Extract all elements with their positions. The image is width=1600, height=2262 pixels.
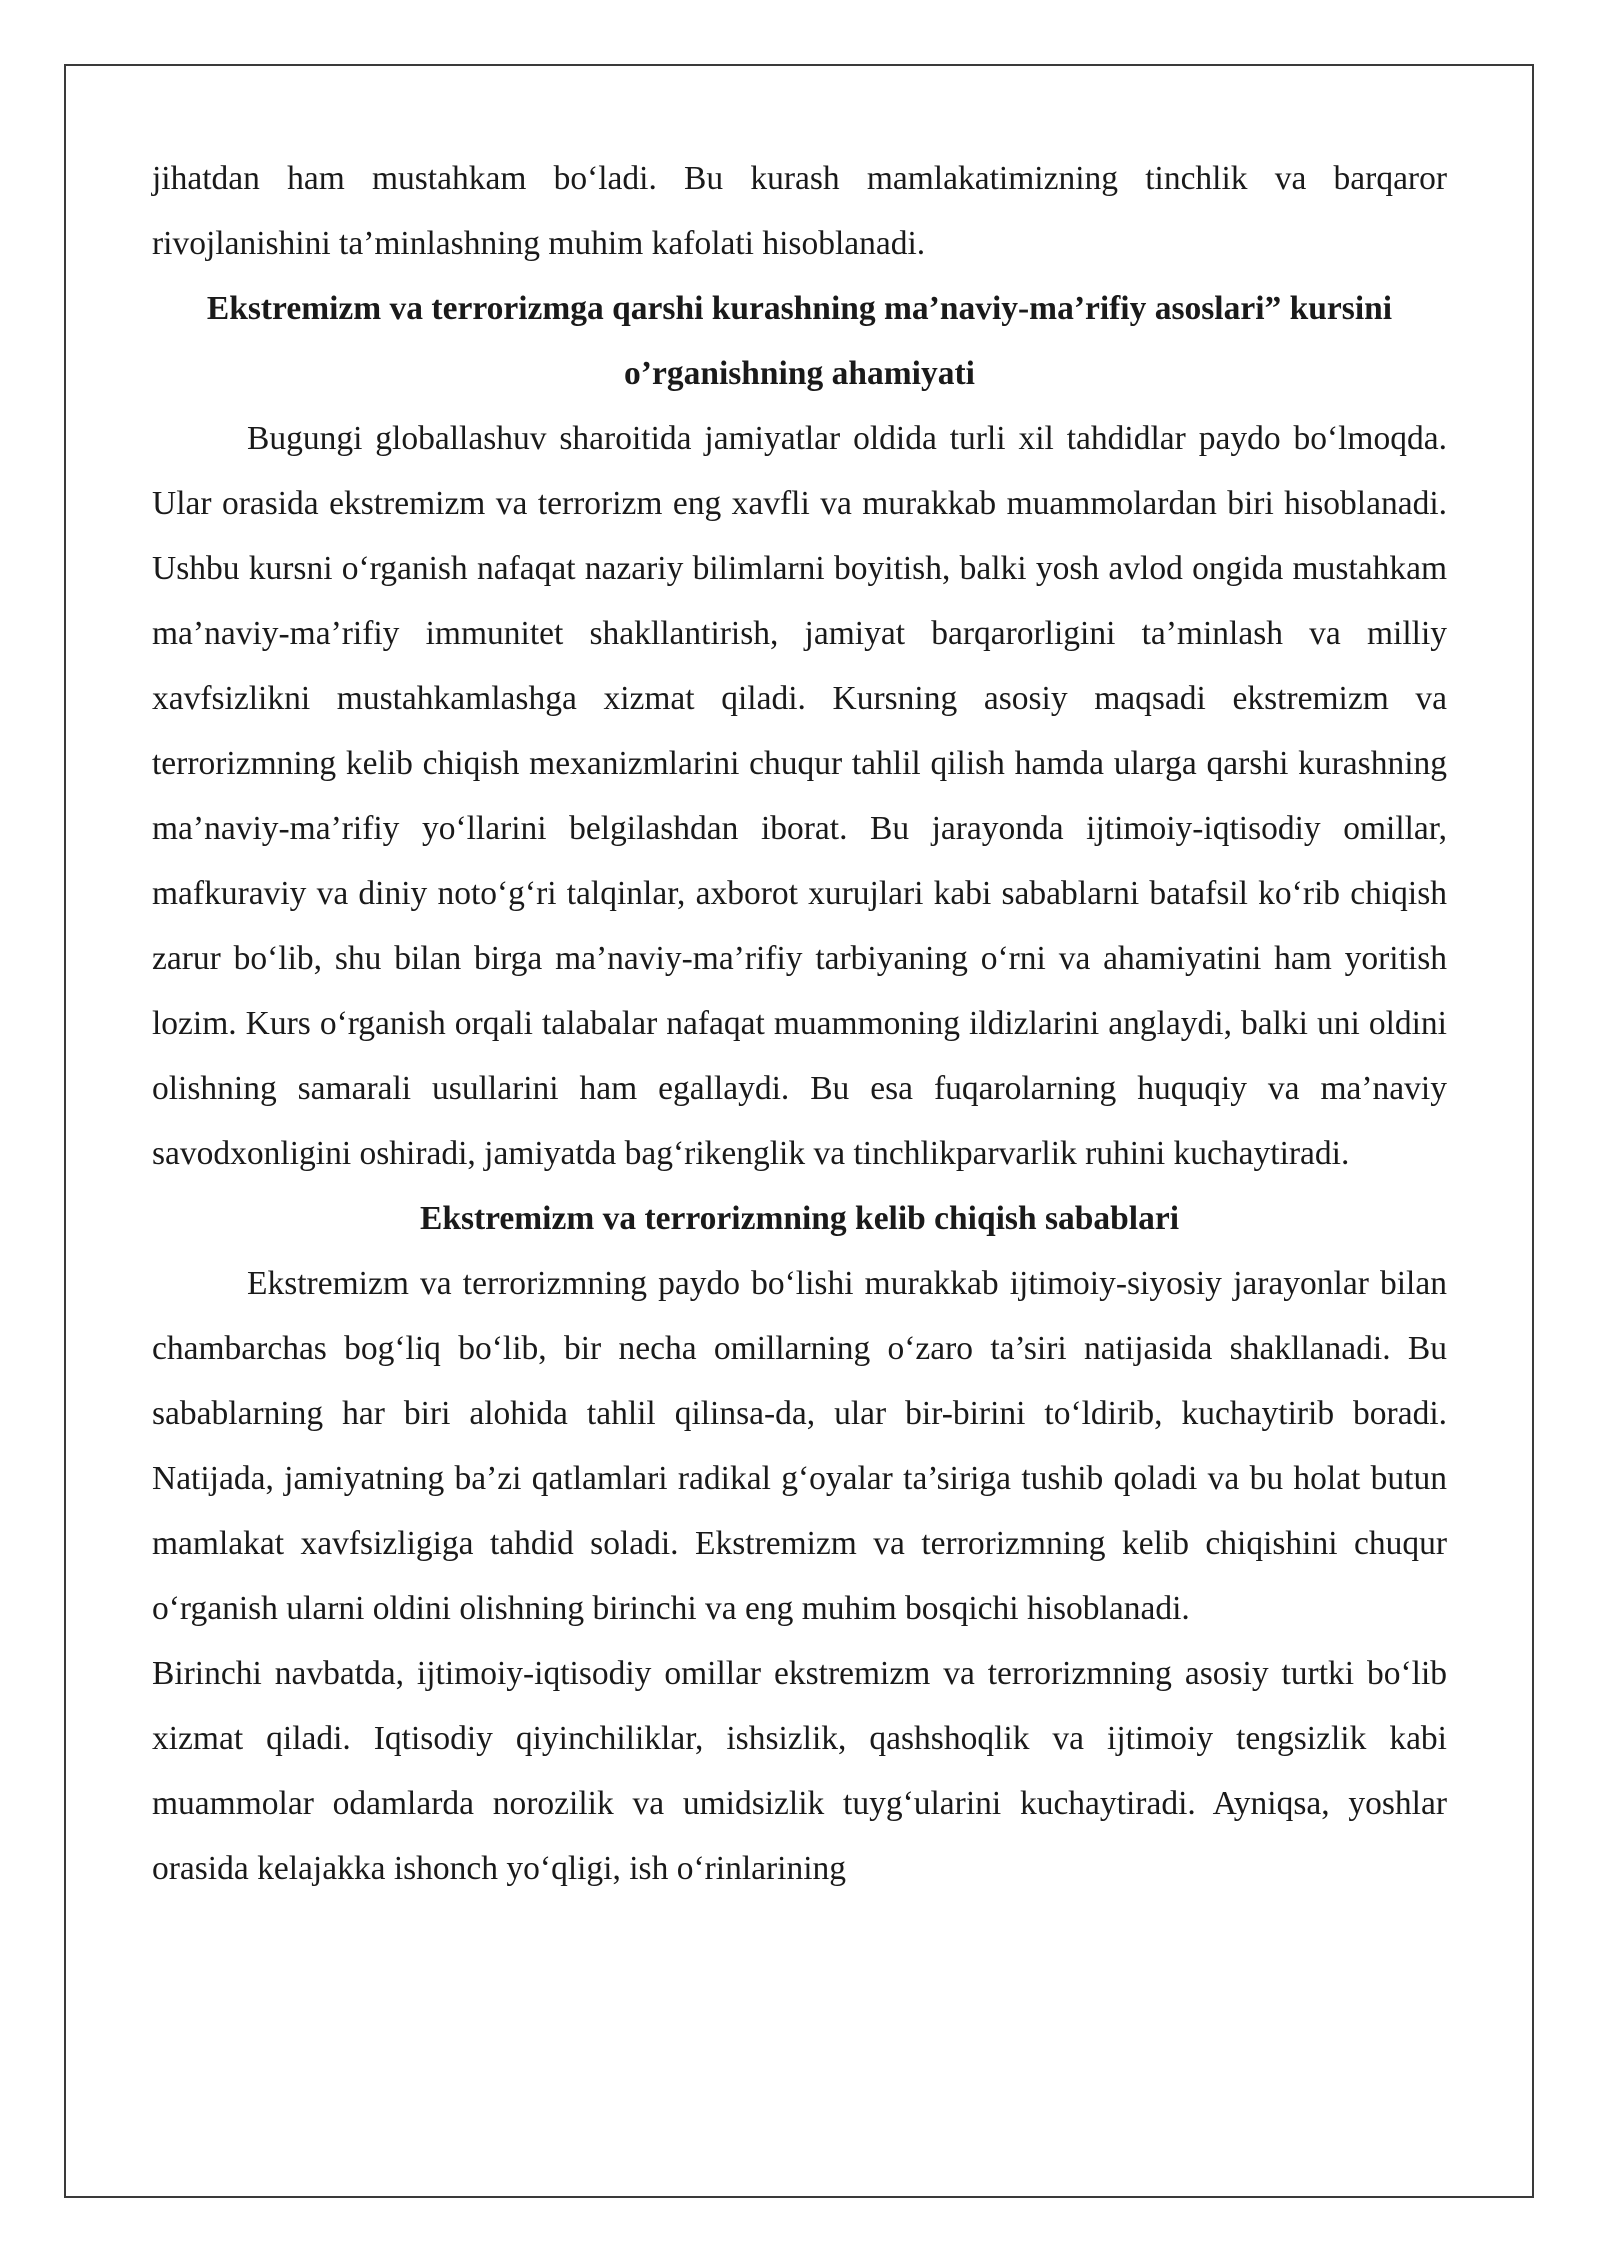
- section-heading-causes: Ekstremizm va terrorizmning kelib chiqish sabablari: [419, 1200, 1180, 1237]
- paragraph-continuation: jihatdan ham mustahkam bo‘ladi. Bu kurash mamlakatimizning tinchlik va barqaror rivojlanishini ta’minlashning muhim kafolati hisoblanadi.: [152, 160, 1447, 262]
- paragraph-causes-intro: Ekstremizm va terrorizmning paydo bo‘lishi murakkab ijtimoiy-siyosiy jarayonlar bilan chambarchas bog‘liq bo‘lib, bir necha omillarning o‘zaro ta’siri natijasida shakllanadi. Bu sabablarning har biri alohida tahlil qilinsa-da, ular bir-birini to‘ldirib, kuchaytirib boradi. Natijada, jamiyatning ba’zi qatlamlari radikal g‘oyalar ta’siriga tushib qoladi va bu holat butun mamlakat xavfsizligiga tahdid soladi. Ekstremizm va terrorizmning kelib chiqishini chuqur o‘rganish ularni oldini olishning birinchi va eng muhim bosqichi hisoblanadi.: [152, 1265, 1447, 1627]
- paragraph-course-importance: Bugungi globallashuv sharoitida jamiyatlar oldida turli xil tahdidlar paydo bo‘lmoqda. Ular orasida ekstremizm va terrorizm eng xavfli va murakkab muammolardan biri hisoblanadi. Ushbu kursni o‘rganish nafaqat nazariy bilimlarni boyitish, balki yosh avlod ongida mustahkam ma’naviy-ma’rifiy immunitet shakllantirish, jamiyat barqarorligini ta’minlash va milliy xavfsizlikni mustahkamlashga xizmat qiladi. Kursning asosiy maqsadi ekstremizm va terrorizmning kelib chiqish mexanizmlarini chuqur tahlil qilish hamda ularga qarshi kurashning ma’naviy-ma’rifiy yo‘llarini belgilashdan iborat. Bu jarayonda ijtimoiy-iqtisodiy omillar, mafkuraviy va diniy noto‘g‘ri talqinlar, axborot xurujlari kabi sabablarni batafsil ko‘rib chiqish zarur bo‘lib, shu bilan birga ma’naviy-ma’rifiy tarbiyaning o‘rni va ahamiyatini ham yoritish lozim. Kurs o‘rganish orqali talabalar nafaqat muammoning ildizlarini anglaydi, balki uni oldini olishning samarali usullarini ham egallaydi. Bu esa fuqarolarning huquqiy va ma’naviy savodxonligini oshiradi, jamiyatda bag‘rikenglik va tinchlikparvarlik ruhini kuchaytiradi.: [152, 420, 1447, 1172]
- document-body: [152, 146, 1447, 1901]
- section-heading-course-importance: Ekstremizm va terrorizmga qarshi kurashning ma’naviy-ma’rifiy asoslari” kursini o’rganishning ahamiyati: [206, 290, 1393, 392]
- paragraph-socio-economic-factors: Birinchi navbatda, ijtimoiy-iqtisodiy omillar ekstremizm va terrorizmning asosiy turtki bo‘lib xizmat qiladi. Iqtisodiy qiyinchiliklar, ishsizlik, qashshoqlik va ijtimoiy tengsizlik kabi muammolar odamlarda norozilik va umidsizlik tuyg‘ularini kuchaytiradi. Ayniqsa, yoshlar orasida kelajakka ishonch yo‘qligi, ish o‘rinlarining: [152, 1655, 1447, 1887]
